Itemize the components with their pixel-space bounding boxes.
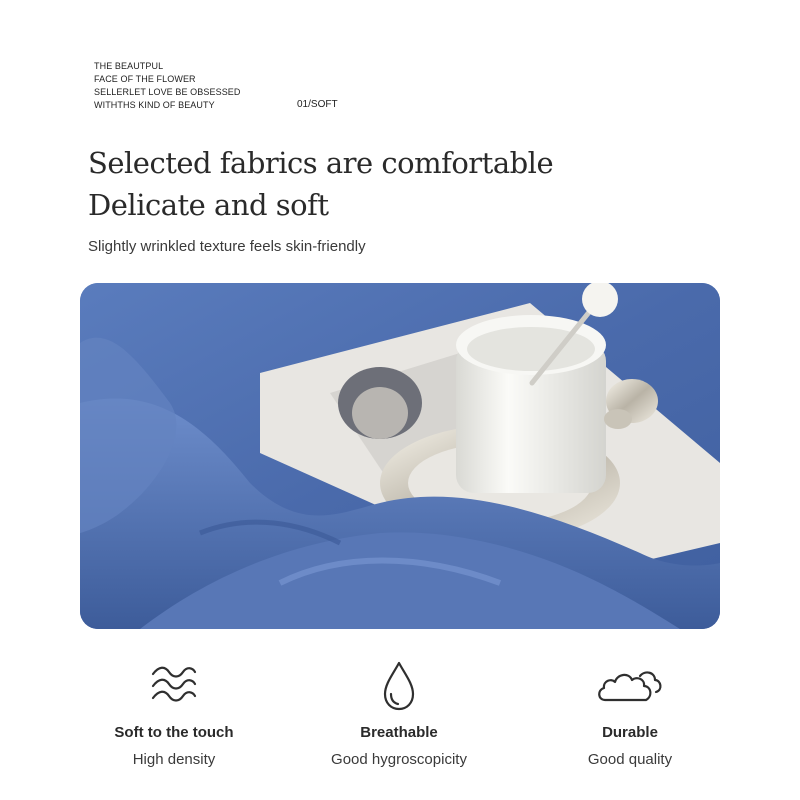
headline-line-2: Delicate and soft xyxy=(88,188,329,222)
feature-durable xyxy=(520,660,740,768)
feature-desc: Good hygroscopicity xyxy=(331,751,467,768)
headline-line-1: Selected fabrics are comfortable xyxy=(88,146,554,180)
feature-title: Soft to the touch xyxy=(114,724,234,741)
feature-breathable xyxy=(289,660,509,768)
page-code: 01/SOFT xyxy=(297,99,338,110)
intro-line: SELLERLET LOVE BE OBSESSED xyxy=(94,87,241,97)
cloud-icon xyxy=(520,660,740,712)
waves-icon xyxy=(64,660,284,712)
water-drop-icon xyxy=(289,660,509,712)
intro-line: THE BEAUTPUL xyxy=(94,61,164,71)
intro-text xyxy=(94,60,241,112)
feature-list xyxy=(0,660,800,780)
subline: Slightly wrinkled texture feels skin-friendly xyxy=(88,238,366,255)
intro-line: FACE OF THE FLOWER xyxy=(94,74,196,84)
product-photo xyxy=(80,283,720,629)
feature-title: Breathable xyxy=(360,724,438,741)
feature-desc: Good quality xyxy=(587,751,673,768)
fabric-cup-illustration xyxy=(80,283,720,629)
feature-title: Durable xyxy=(602,724,658,741)
feature-soft xyxy=(64,660,284,768)
intro-line: WITHTHS KIND OF BEAUTY xyxy=(94,100,215,110)
headline xyxy=(88,142,553,226)
feature-desc: High density xyxy=(132,751,216,768)
